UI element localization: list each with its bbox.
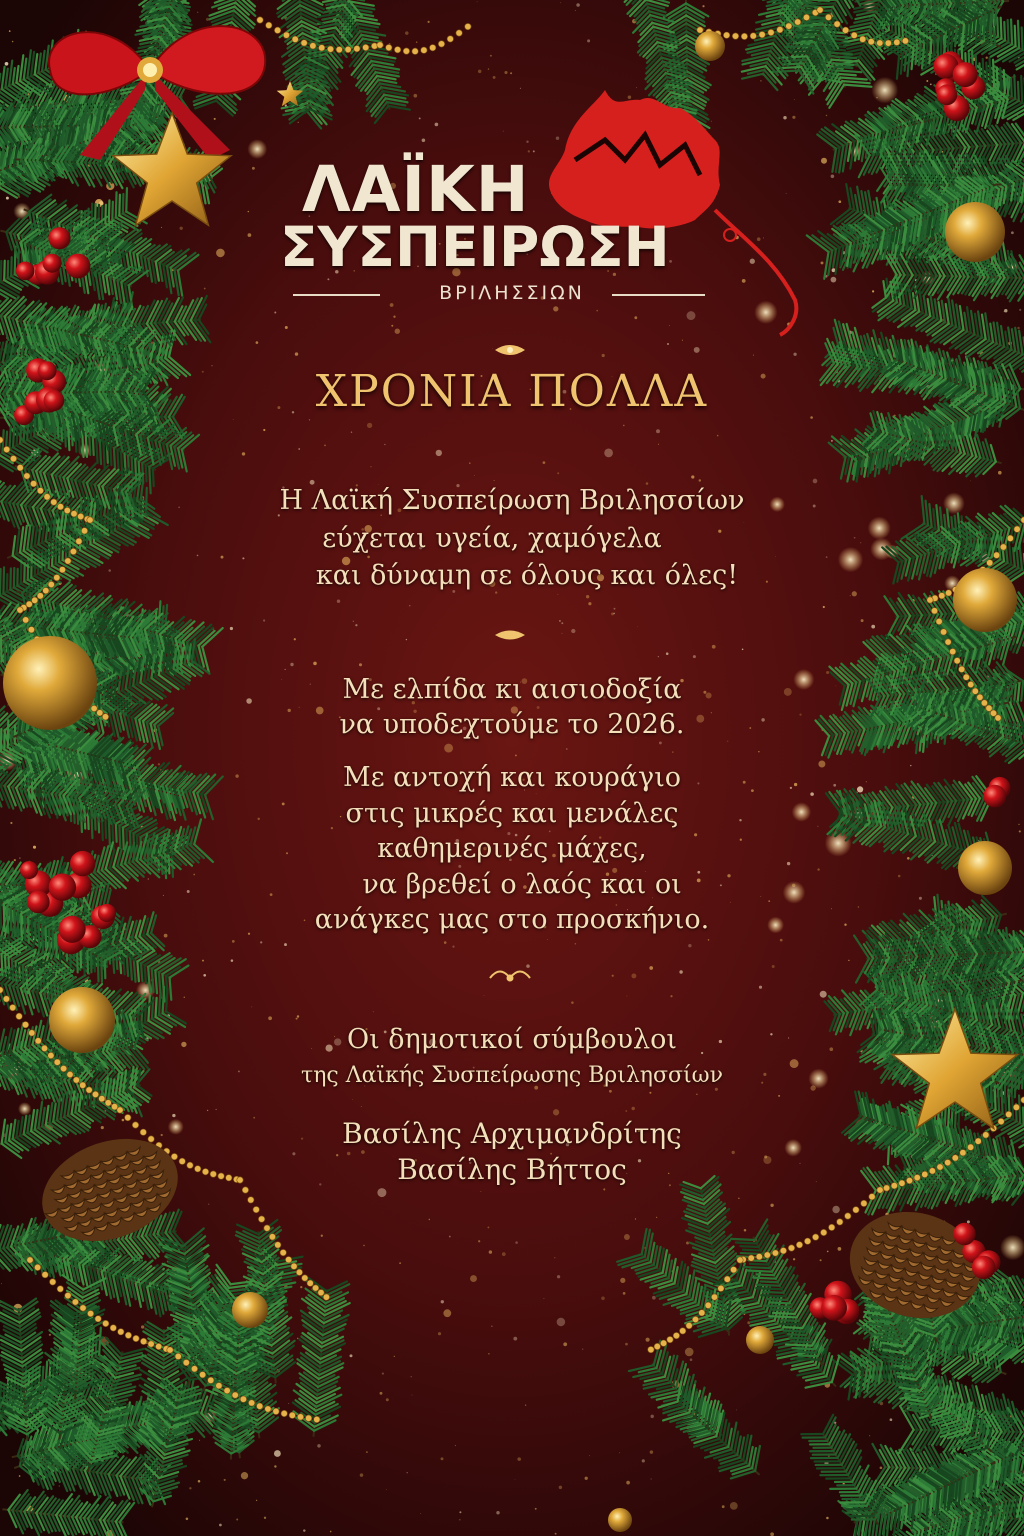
signature-role-line: της Λαϊκής Συσπείρωσης Βριλησσίων [301, 1063, 723, 1088]
logo-title-line2: ΣΥΣΠΕΙΡΩΣΗ [280, 215, 670, 279]
signature-names [0, 1116, 1024, 1188]
struggle-paragraph [0, 760, 1024, 938]
signature-role [0, 1022, 1024, 1094]
struggle-line: Με αντοχή και κουράγιο [342, 762, 682, 793]
wish-line: να υποδεχτούμε το 2026. [339, 709, 685, 740]
struggle-line: στις μικρές και μενάλες [345, 797, 679, 829]
wish-paragraph [0, 672, 1024, 742]
logo-title-line1: ΛΑΪΚΗ [302, 153, 530, 226]
greeting-line: εύχεται υγεία, χαμόγελα [322, 522, 662, 554]
struggle-line: να βρεθεί ο λαός και οι [362, 868, 682, 900]
signatory-name: Βασίλης Βήττος [397, 1153, 627, 1186]
struggle-line: καθημερινές μάχες, [377, 833, 647, 864]
greeting-line: και δύναμη σε όλους και όλες! [315, 560, 739, 591]
wish-line: Με ελπίδα κι αισιοδοξία [342, 674, 682, 705]
signatory-name: Βασίλης Αρχιμανδρίτης [342, 1117, 682, 1150]
page-title: ΧΡΟΝΙΑ ΠΟΛΛΑ [315, 366, 709, 417]
signature-role-line: Οι δημοτικοί σύμβουλοι [347, 1024, 677, 1055]
logo-subtitle: ΒΡΙΛΗΣΣΙΩΝ [439, 282, 585, 304]
greeting-paragraph [0, 482, 1024, 595]
struggle-line: ανάγκες μας στο προσκήνιο. [314, 904, 710, 935]
greeting-line: Η Λαϊκή Συσπείρωση Βριλησσίων [279, 485, 745, 516]
